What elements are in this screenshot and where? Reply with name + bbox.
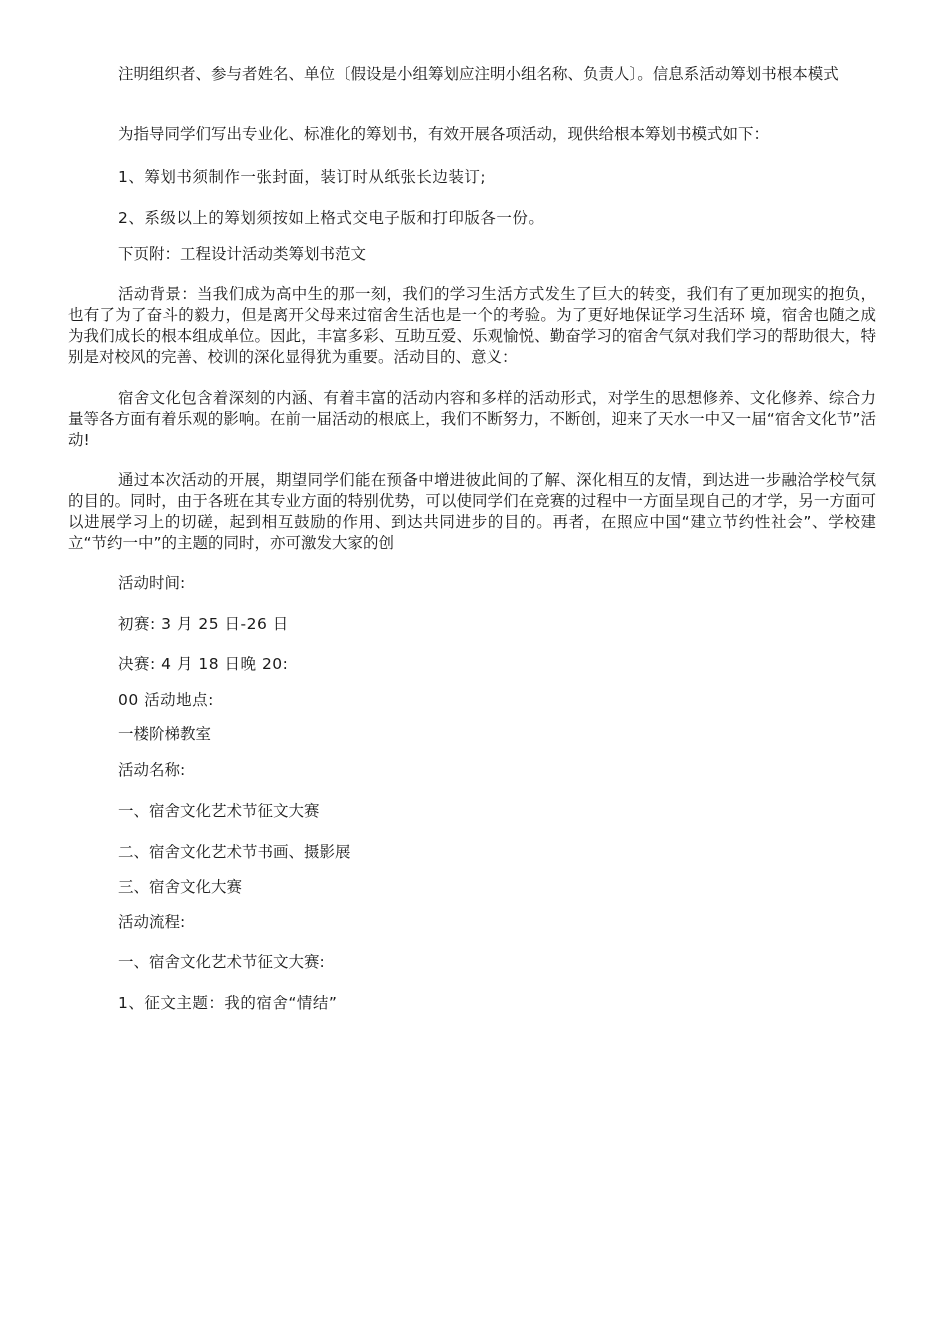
preliminary-date: 初赛: 3 月 25 日-26 日 <box>118 615 289 633</box>
activity-flow-item-1: 一、宿舍文化艺术节征文大赛: <box>118 953 325 971</box>
paragraph-purpose: 通过本次活动的开展，期望同学们能在预备中增进彼此间的了解、深化相互的友情，到达进一步融洽学校气氛的目的。同时，由于各班在其专业方面的特别优势，可以使同学们在竞赛的过程中一方面呈现自己的才学，另一方面可以进展学习上的切磋，起到相互鼓励的作用、到达共同进步的目的。再者，在照应中国“建立节约性社会”、学校建立“节约一中”的主题的同时，亦可激发大家的创 <box>68 471 876 552</box>
paragraph-guidance-intro: 为指导同学们写出专业化、标准化的筹划书，有效开展各项活动，现供给根本筹划书模式如下： <box>118 125 770 143</box>
paragraph-rule-2: 2、系级以上的筹划须按如上格式交电子版和打印版各一份。 <box>118 209 545 227</box>
activity-location: 一楼阶梯教室 <box>118 725 212 743</box>
activity-name-1: 一、宿舍文化艺术节征文大赛 <box>118 802 320 820</box>
activity-name-2: 二、宿舍文化艺术节书画、摄影展 <box>118 843 351 861</box>
activity-location-heading: 00 活动地点: <box>118 691 214 709</box>
essay-theme: 1、征文主题：我的宿舍“情结” <box>118 994 338 1012</box>
paragraph-rule-1: 1、筹划书须制作一张封面，装订时从纸张长边装订; <box>118 168 487 186</box>
activity-flow-heading: 活动流程: <box>118 913 186 931</box>
activity-name-3: 三、宿舍文化大赛 <box>118 878 243 896</box>
paragraph-appendix-note: 下页附：工程设计活动类筹划书范文 <box>118 245 367 263</box>
paragraph-organizer-note: 注明组织者、参与者姓名、单位〔假设是小组筹划应注明小组名称、负责人〕。信息系活动筹划书根本模式 <box>118 65 839 83</box>
paragraph-activity-background: 活动背景：当我们成为高中生的那一刻，我们的学习生活方式发生了巨大的转变，我们有了更加现实的抱负，也有了为了奋斗的毅力，但是离开父母来过宿舍生活也是一个的考验。为了更好地保证学习生活环 境，宿舍也随之成为我们成长的根本组成单位。因此，丰富多彩、互助互爱、乐观愉悦、勤奋学习的宿舍气氛对我们学习的帮助很大，特别是对校风的完善、校训的深化显得犹为重要。活动目的、意义： <box>68 285 876 366</box>
paragraph-dorm-culture: 宿舍文化包含着深刻的内涵、有着丰富的活动内容和多样的活动形式，对学生的思想修养、文化修养、综合力量等各方面有着乐观的影响。在前一届活动的根底上，我们不断努力，不断创，迎来了天水一中又一届“宿舍文化节”活动! <box>68 389 876 449</box>
activity-time-heading: 活动时间: <box>118 574 186 592</box>
activity-name-heading: 活动名称: <box>118 761 186 779</box>
final-date: 决赛: 4 月 18 日晚 20: <box>118 655 289 673</box>
